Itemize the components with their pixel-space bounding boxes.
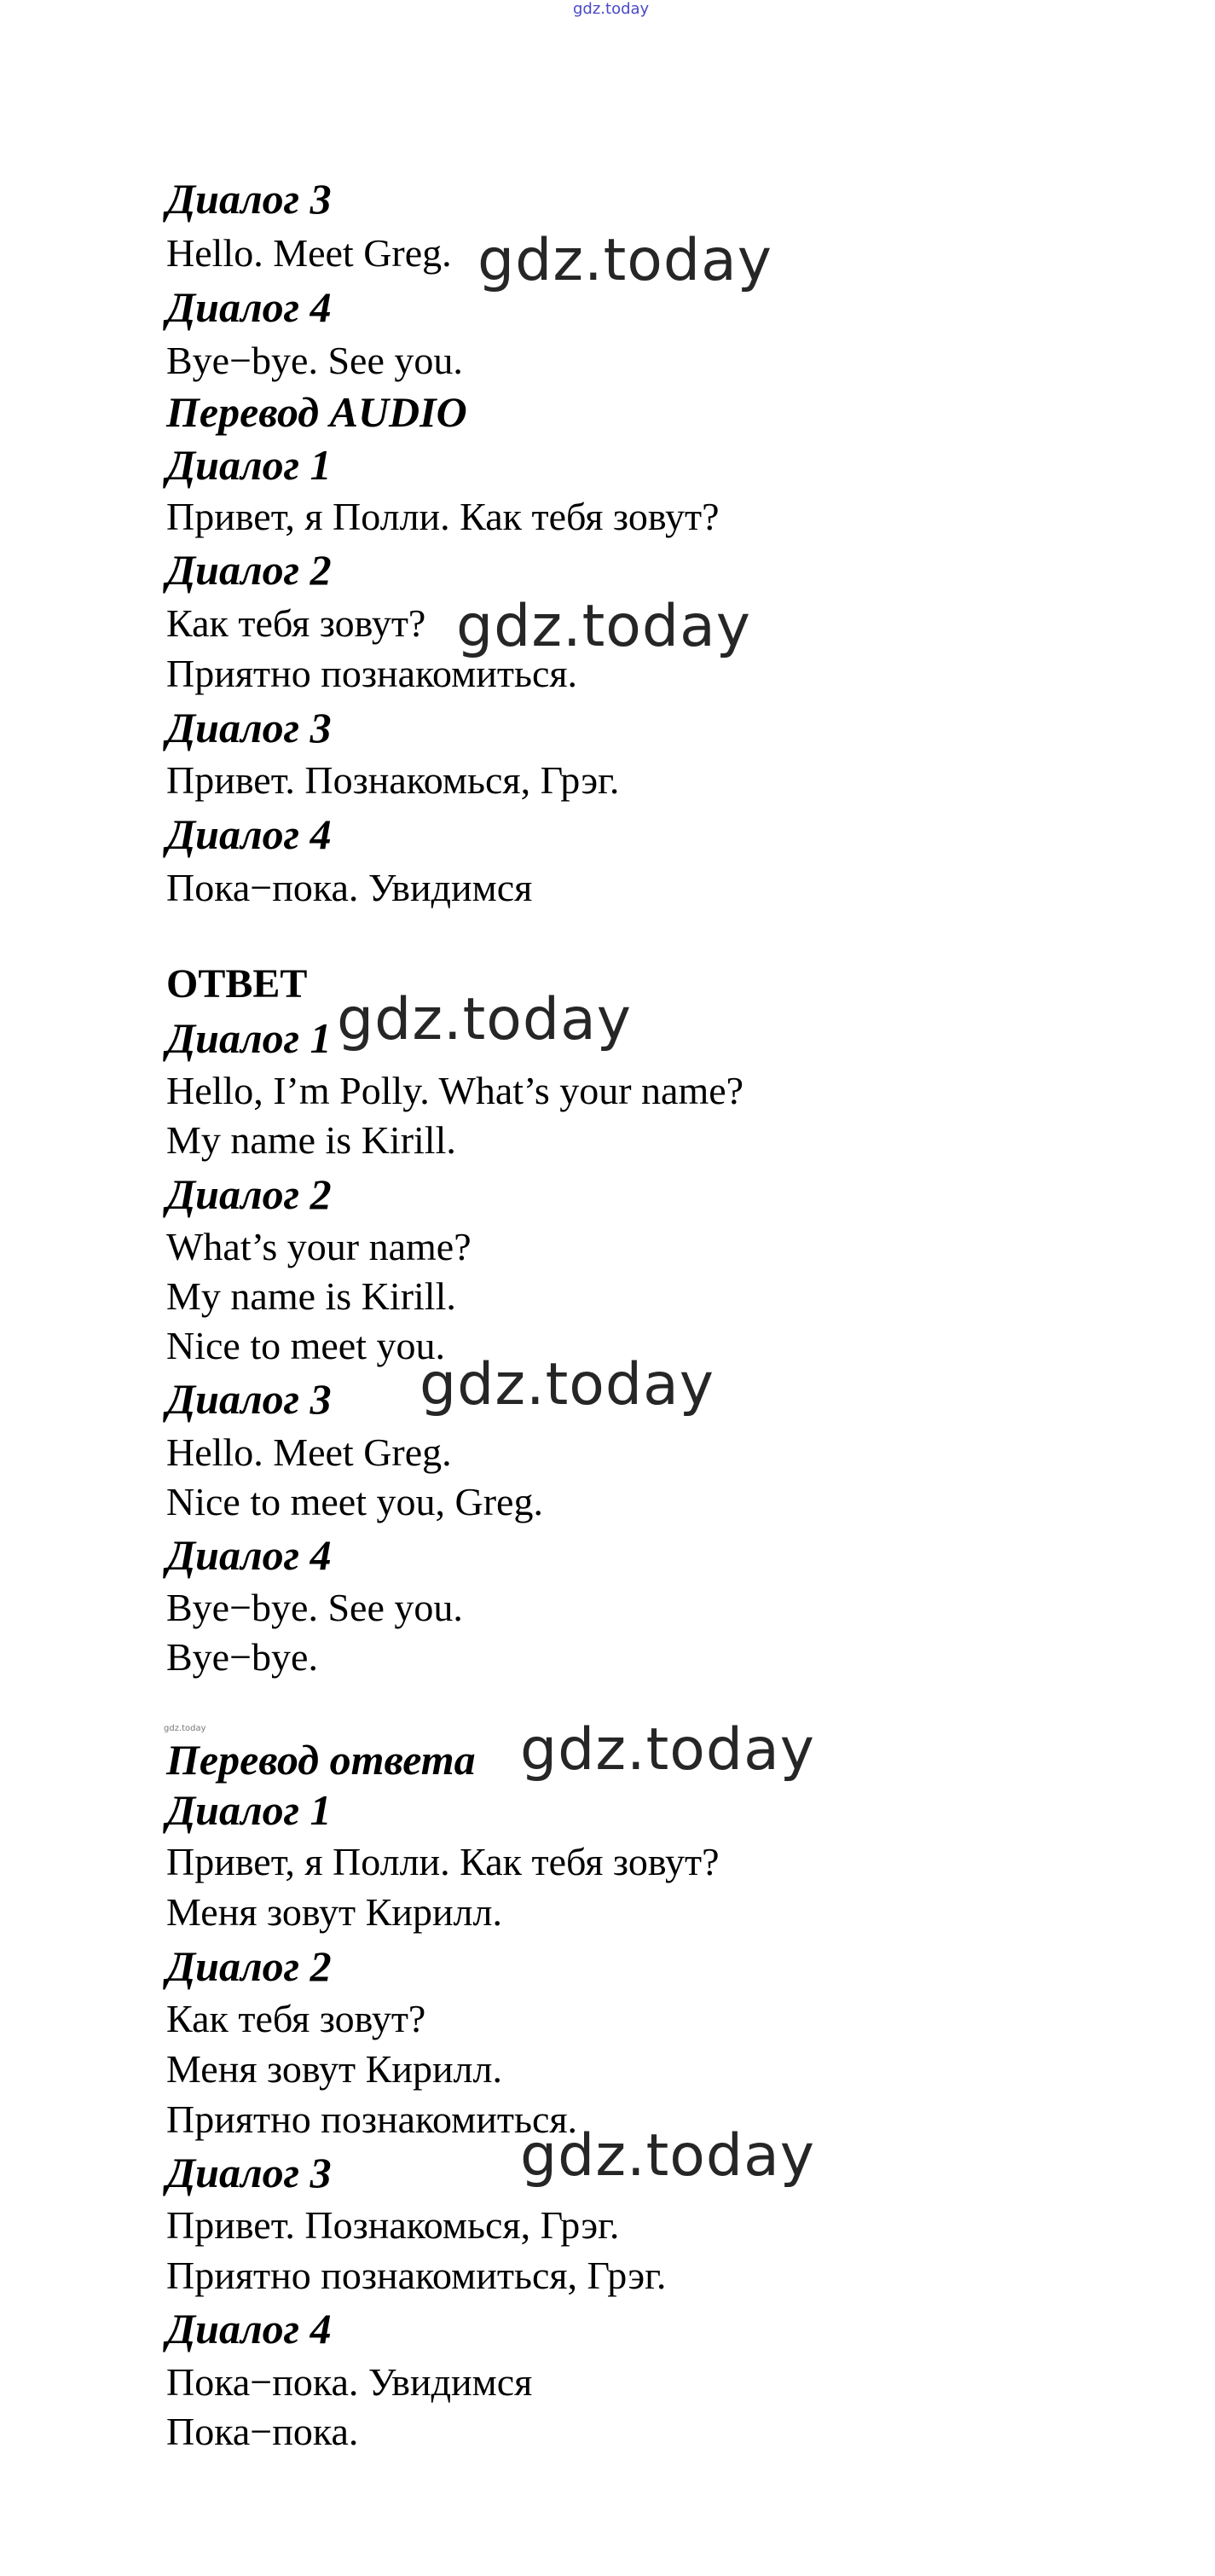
dialog-3-heading: Диалог 3 [166,175,332,223]
watermark: gdz.today [520,2122,815,2190]
audio-translation-dialog-3-text: Привет. Познакомься, Грэг. [166,758,620,802]
answer-dialog-1-text-1: Hello, I’m Polly. What’s your name? [166,1069,744,1112]
audio-translation-dialog-4-text: Пока−пока. Увидимся [166,866,533,909]
watermark: gdz.today [520,1716,815,1784]
watermark: gdz.today [456,593,751,660]
answer-translation-heading: Перевод ответа [166,1736,476,1784]
answer-translation-dialog-2-heading: Диалог 2 [166,1942,332,1990]
answer-translation-dialog-2-text-3: Приятно познакомиться. [166,2097,578,2141]
answer-dialog-3-heading: Диалог 3 [166,1375,332,1423]
audio-translation-dialog-3-heading: Диалог 3 [166,704,332,751]
answer-dialog-3-text-2: Nice to meet you, Greg. [166,1480,543,1523]
audio-translation-dialog-1-text: Привет, я Полли. Как тебя зовут? [166,495,720,538]
answer-translation-dialog-1-heading: Диалог 1 [166,1786,332,1834]
answer-translation-dialog-4-text-1: Пока−пока. Увидимся [166,2360,533,2404]
dialog-4-text: Bye−bye. See you. [166,339,463,382]
audio-translation-dialog-4-heading: Диалог 4 [166,810,332,858]
answer-translation-dialog-3-text-1: Привет. Познакомься, Грэг. [166,2203,620,2247]
dialog-4-heading: Диалог 4 [166,283,332,331]
audio-translation-heading: Перевод AUDIO [166,388,467,436]
audio-translation-dialog-2-heading: Диалог 2 [166,546,332,594]
answer-dialog-4-text-1: Bye−bye. See you. [166,1586,463,1629]
answer-dialog-1-heading: Диалог 1 [166,1014,332,1062]
watermark-tiny: gdz.today [164,1724,206,1733]
answer-translation-dialog-2-text-1: Как тебя зовут? [166,1997,426,2040]
audio-translation-dialog-2-text-1: Как тебя зовут? [166,601,426,645]
answer-dialog-2-text-2: My name is Kirill. [166,1274,456,1318]
answer-dialog-3-text-1: Hello. Meet Greg. [166,1430,452,1474]
answer-dialog-2-text-3: Nice to meet you. [166,1324,446,1367]
watermark: gdz.today [337,986,632,1053]
answer-translation-dialog-4-heading: Диалог 4 [166,2305,332,2353]
answer-dialog-1-text-2: My name is Kirill. [166,1118,456,1162]
answer-translation-dialog-3-text-2: Приятно познакомиться, Грэг. [166,2254,667,2297]
answer-translation-dialog-4-text-2: Пока−пока. [166,2410,359,2453]
answer-translation-dialog-2-text-2: Меня зовут Кирилл. [166,2047,502,2091]
answer-translation-dialog-1-text-1: Привет, я Полли. Как тебя зовут? [166,1840,720,1883]
answer-translation-dialog-1-text-2: Меня зовут Кирилл. [166,1890,502,1934]
watermark: gdz.today [477,227,772,294]
audio-translation-dialog-2-text-2: Приятно познакомиться. [166,652,578,695]
answer-dialog-4-heading: Диалог 4 [166,1531,332,1579]
dialog-3-text: Hello. Meet Greg. [166,231,452,275]
answer-dialog-2-text-1: What’s your name? [166,1225,472,1268]
answer-dialog-2-heading: Диалог 2 [166,1170,332,1218]
watermark-top: gdz.today [573,0,650,18]
answer-dialog-4-text-2: Bye−bye. [166,1635,318,1679]
watermark: gdz.today [419,1351,715,1419]
answer-heading: ОТВЕТ [166,961,308,1007]
answer-translation-dialog-3-heading: Диалог 3 [166,2149,332,2196]
audio-translation-dialog-1-heading: Диалог 1 [166,441,332,489]
